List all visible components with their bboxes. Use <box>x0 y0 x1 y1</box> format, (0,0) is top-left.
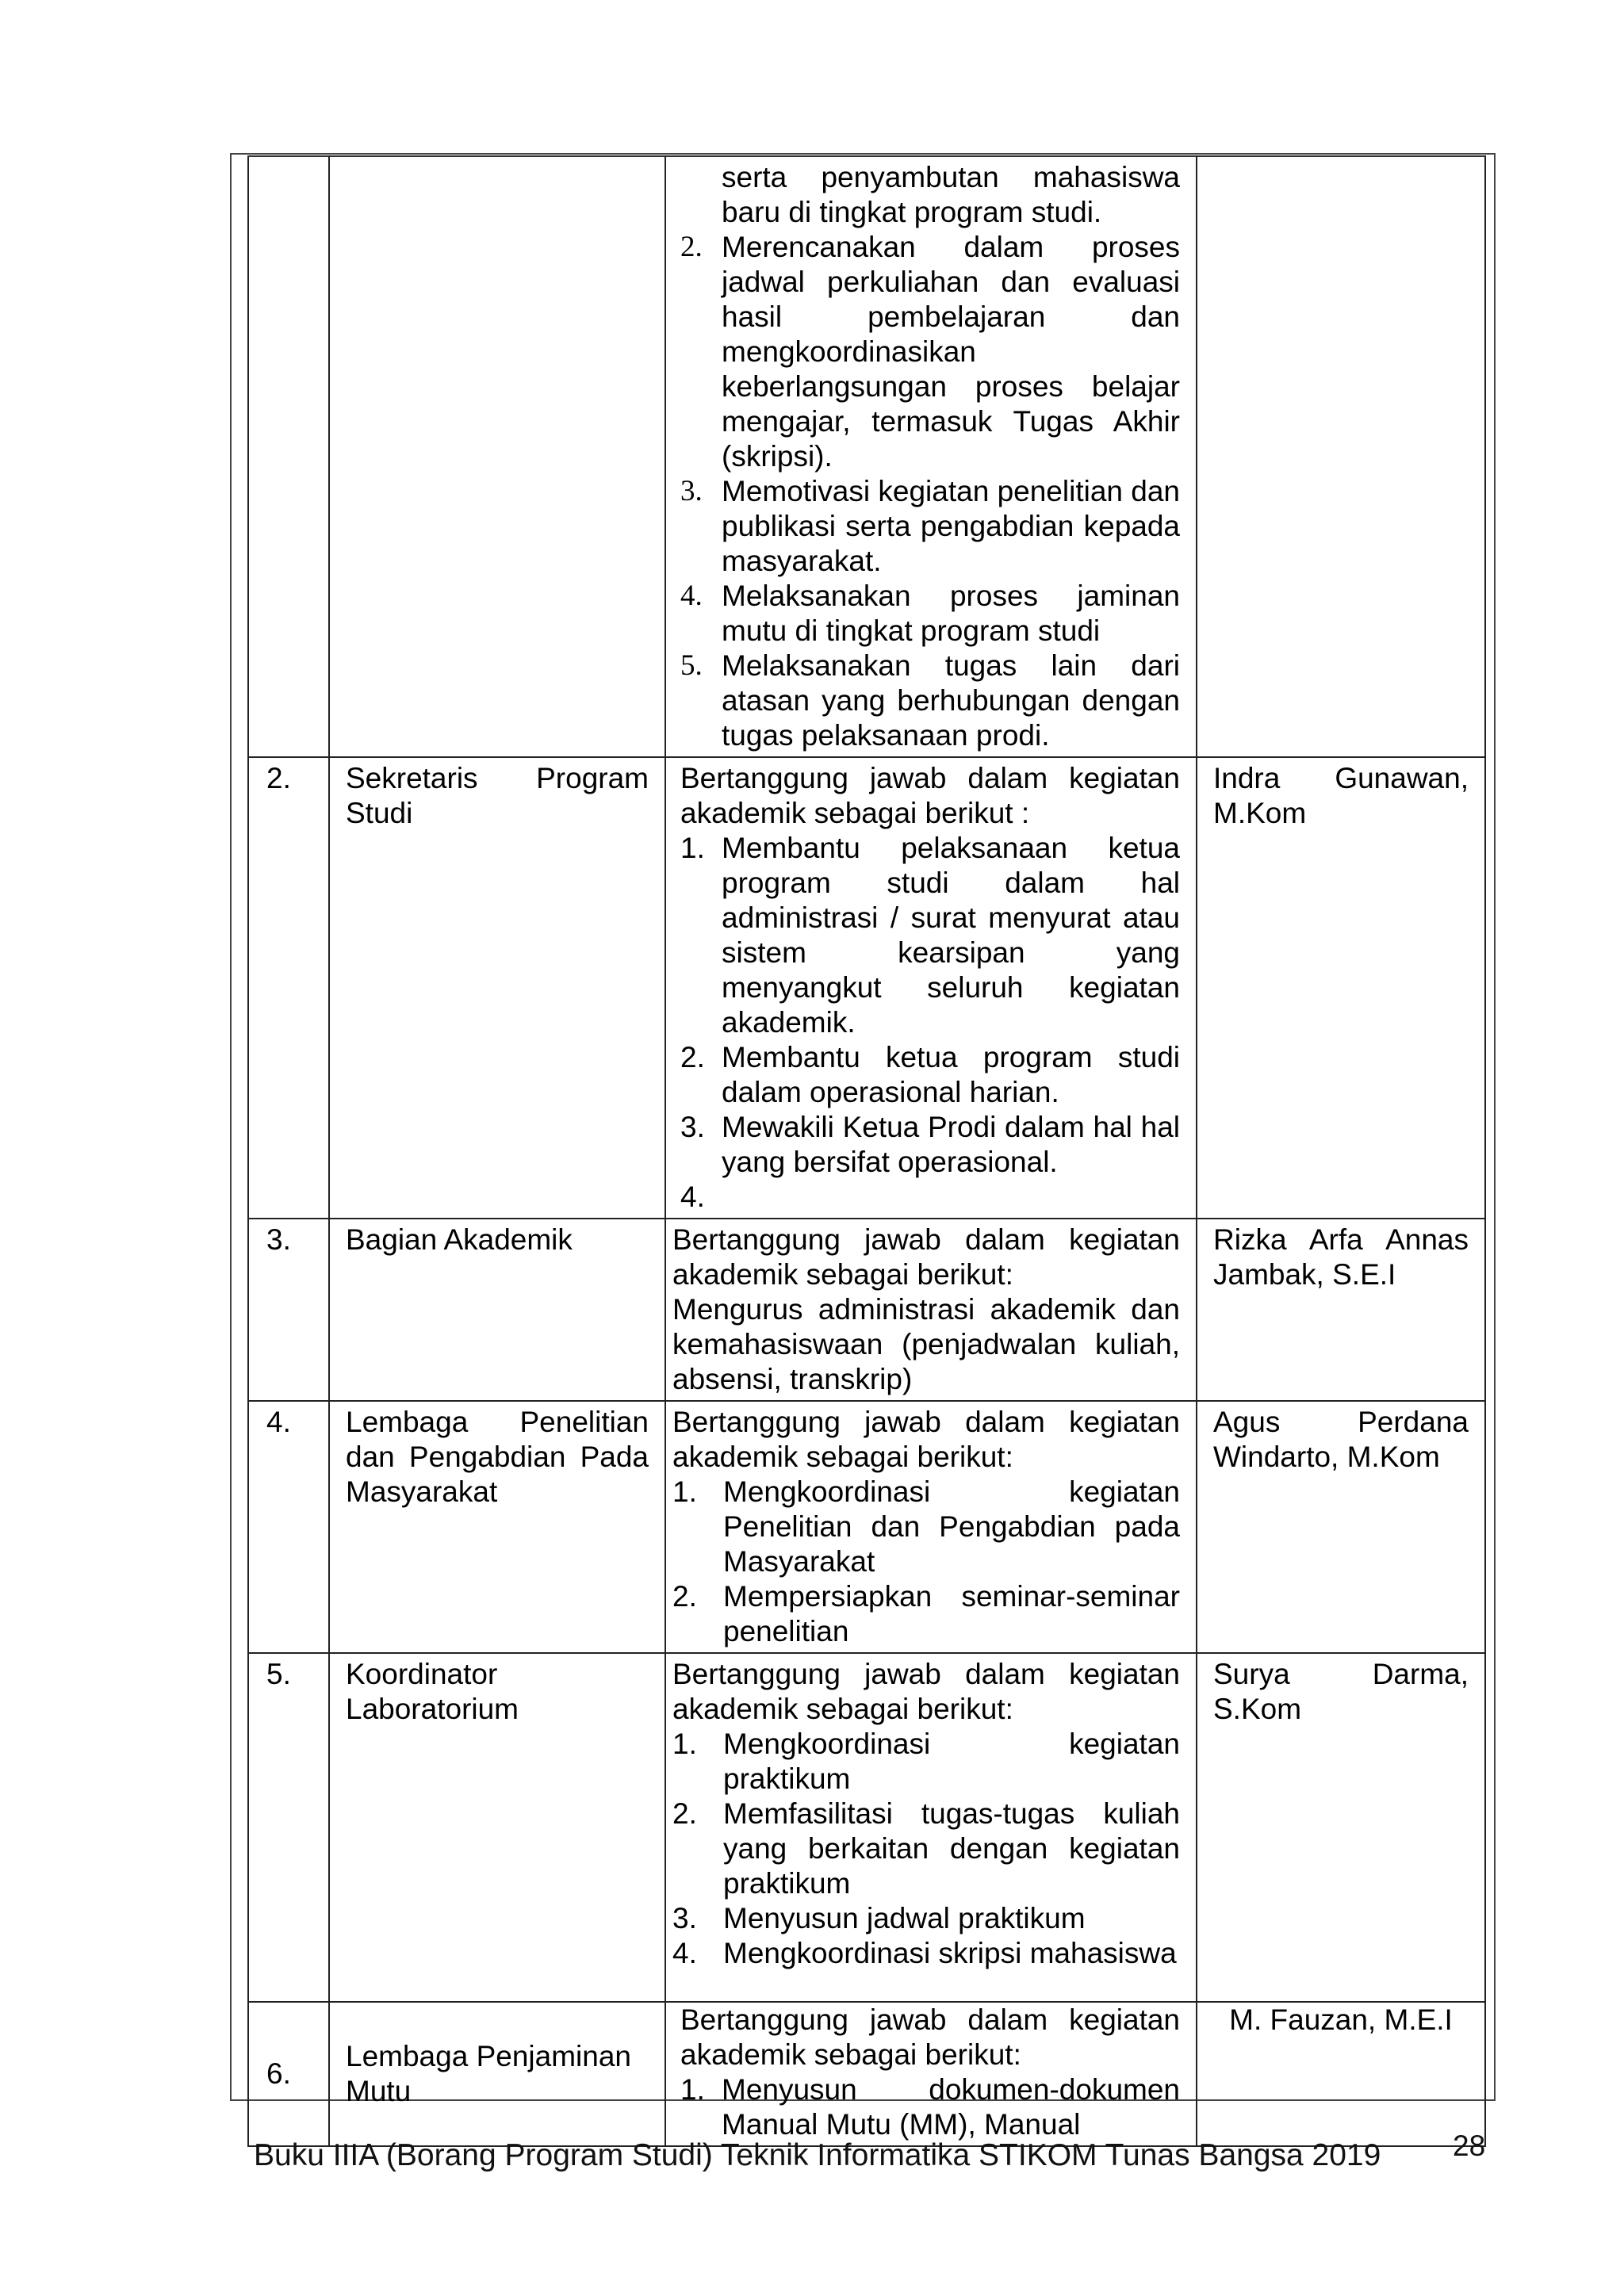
duty-intro: Bertanggung jawab dalam kegiatan akademik sebagai berikut: <box>680 2003 1180 2071</box>
list-item: 1. Membantu pelaksanaan ketua program studi dalam hal administrasi / surat menyurat atau sistem kearsipan yang menyangkut seluruh kegiatan akademik. <box>680 832 1180 1039</box>
duty-intro: Bertanggung jawab dalam kegiatan akademik sebagai berikut : <box>680 762 1180 829</box>
list-item: 5. Melaksanakan tugas lain dari atasan yang berhubungan dengan tugas pelaksanaan prodi. <box>680 649 1180 752</box>
duty-list <box>680 230 1180 753</box>
position-cell: Koordinator Laboratorium <box>329 1653 665 2002</box>
duty-intro: Bertanggung jawab dalam kegiatan akademik sebagai berikut: <box>672 1406 1180 1473</box>
position-cell <box>329 156 665 757</box>
list-item: 4. Mengkoordinasi skripsi mahasiswa <box>672 1937 1177 1969</box>
row-number: 4. <box>248 1401 329 1653</box>
duty-cell <box>665 2002 1197 2146</box>
table-row <box>248 757 1485 1219</box>
organization-duty-table <box>247 155 1486 2147</box>
duty-list <box>680 831 1180 1215</box>
position-cell: Lembaga Penjaminan Mutu <box>329 2002 665 2146</box>
list-item: 3. Mewakili Ketua Prodi dalam hal hal yang bersifat operasional. <box>680 1111 1180 1178</box>
page-footer: Buku IIIA (Borang Program Studi) Teknik Informatika STIKOM Tunas Bangsa 2019 <box>254 2138 1381 2172</box>
position-cell: Bagian Akademik <box>329 1219 665 1401</box>
person-cell: Rizka Arfa Annas Jambak, S.E.I <box>1197 1219 1485 1401</box>
person-cell: Surya Darma, S.Kom <box>1197 1653 1485 2002</box>
row-number: 3. <box>248 1219 329 1401</box>
list-item: 2. Membantu ketua program studi dalam operasional harian. <box>680 1041 1180 1108</box>
duty-cell <box>665 1401 1197 1653</box>
duty-continuation: serta penyambutan mahasiswa baru di tingkat program studi. <box>722 161 1180 228</box>
person-cell <box>1197 156 1485 757</box>
list-item: 2. Mempersiapkan seminar-seminar penelitian <box>672 1580 1180 1647</box>
duty-intro: Bertanggung jawab dalam kegiatan akademik sebagai berikut: <box>672 1223 1180 1291</box>
table-row <box>248 1653 1485 2002</box>
table-row <box>248 156 1485 757</box>
duty-list <box>680 2072 1180 2142</box>
duty-intro: Bertanggung jawab dalam kegiatan akademik sebagai berikut: <box>672 1658 1180 1725</box>
row-number: 2. <box>248 757 329 1219</box>
table-row <box>248 1401 1485 1653</box>
list-item: 1. Menyusun dokumen-dokumen Manual Mutu (MM), Manual <box>680 2073 1180 2141</box>
duty-cell <box>665 1219 1197 1401</box>
row-number: 5. <box>248 1653 329 2002</box>
row-number <box>248 156 329 757</box>
table-row <box>248 2002 1485 2146</box>
position-cell: Sekretaris Program Studi <box>329 757 665 1219</box>
list-item: 1. Mengkoordinasi kegiatan Penelitian dan Pengabdian pada Masyarakat <box>672 1475 1180 1578</box>
list-item: 3. Memotivasi kegiatan penelitian dan publikasi serta pengabdian kepada masyarakat. <box>680 475 1180 577</box>
duty-text: Mengurus administrasi akademik dan kemahasiswaan (penjadwalan kuliah, absensi, transkrip) <box>672 1293 1180 1395</box>
list-item: 2. Merencanakan dalam proses jadwal perkuliahan dan evaluasi hasil pembelajaran dan mengkoordinasikan keberlangsungan proses belajar mengajar, termasuk Tugas Akhir (skripsi). <box>680 231 1180 473</box>
person-cell: M. Fauzan, M.E.I <box>1197 2002 1485 2146</box>
duty-list <box>672 1475 1180 1649</box>
list-item: 3. Menyusun jadwal praktikum <box>672 1902 1086 1934</box>
duty-cell <box>665 156 1197 757</box>
position-cell: Lembaga Penelitian dan Pengabdian Pada Masyarakat <box>329 1401 665 1653</box>
row-number: 6. <box>248 2002 329 2146</box>
list-item: 4. Melaksanakan proses jaminan mutu di tingkat program studi <box>680 580 1180 647</box>
table-row <box>248 1219 1485 1401</box>
page-number: 28 <box>1453 2130 1486 2162</box>
list-item: 2. Memfasilitasi tugas-tugas kuliah yang berkaitan dengan kegiatan praktikum <box>672 1797 1180 1900</box>
list-item: 4. <box>680 1181 705 1213</box>
duty-cell <box>665 1653 1197 2002</box>
list-item: 1. Mengkoordinasi kegiatan praktikum <box>672 1728 1180 1795</box>
person-cell: Agus Perdana Windarto, M.Kom <box>1197 1401 1485 1653</box>
person-cell: Indra Gunawan, M.Kom <box>1197 757 1485 1219</box>
duty-cell <box>665 757 1197 1219</box>
duty-list <box>672 1727 1180 1971</box>
